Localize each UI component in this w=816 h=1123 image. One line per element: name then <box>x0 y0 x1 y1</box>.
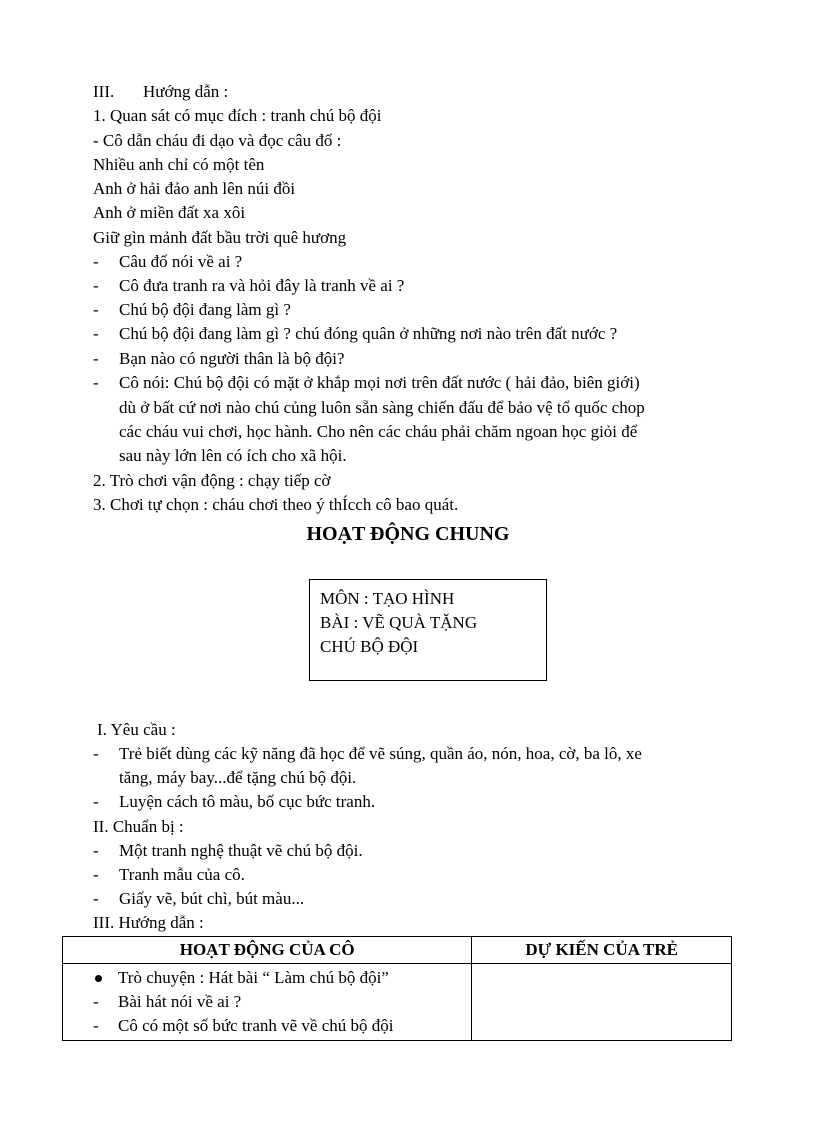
lesson-line-2: CHÚ BỘ ĐỘI <box>320 637 419 656</box>
question-item: Cô đưa tranh ra và hỏi đây là tranh về ai ? <box>119 276 405 295</box>
subject-box <box>309 579 547 681</box>
closing-paragraph-line: Cô nói: Chú bộ đội có mặt ở khắp mọi nơi trên đất nước ( hải đảo, biên giới) <box>119 373 640 392</box>
numbered-item-1: 1. Quan sát có mục đích : tranh chú bộ đội <box>93 106 382 125</box>
part1-title: I. Yêu cầu : <box>97 720 176 739</box>
dash-marker: - <box>93 992 99 1011</box>
dash-marker: - <box>93 841 99 860</box>
activity-line: Bài hát nói về ai ? <box>118 992 242 1011</box>
closing-paragraph-line: các cháu vui chơi, học hành. Cho nên các cháu phải chăm ngoan học giỏi để <box>119 422 638 441</box>
dash-marker: - <box>93 252 99 271</box>
question-item: Bạn nào có người thân là bộ đội? <box>119 349 345 368</box>
dash-marker: - <box>93 1016 99 1035</box>
lesson-line: BÀI : VẼ QUÀ TẶNG <box>320 613 478 632</box>
section-number: III. <box>93 82 115 101</box>
activity-heading: HOẠT ĐỘNG CHUNG <box>306 523 510 545</box>
riddle-line: Anh ở hải đảo anh lên núi đồi <box>93 179 296 198</box>
child-expectation-cell <box>472 964 732 1041</box>
riddle-line: Nhiều anh chỉ có một tên <box>93 155 265 174</box>
activity-line: Cô có một số bức tranh vẽ về chú bộ đội <box>118 1016 394 1035</box>
teacher-activity-cell <box>63 964 472 1041</box>
riddle-line: Giữ gìn mảnh đất bầu trời quê hương <box>93 228 347 247</box>
intro-line: - Cô dẫn cháu đi dạo và đọc câu đố : <box>93 131 342 150</box>
numbered-item-3: 3. Chơi tự chọn : cháu chơi theo ý thÍcch cô bao quát. <box>93 495 459 514</box>
question-item: Chú bộ đội đang làm gì ? chú đóng quân ở những nơi nào trên đất nước ? <box>119 324 618 343</box>
requirement-item: Trẻ biết dùng các kỹ năng đã học để vẽ súng, quần áo, nón, hoa, cờ, ba lô, xe <box>119 744 642 763</box>
child-expectation-header: DỰ KIẾN CỦA TRẺ <box>472 937 732 964</box>
closing-paragraph-line: dù ở bất cứ nơi nào chú củng luôn sẵn sàng chiến đấu để bảo vệ tổ quốc chop <box>119 398 645 417</box>
dash-marker: - <box>93 865 99 884</box>
requirement-item: Luyện cách tô màu, bố cục bức tranh. <box>119 792 376 811</box>
closing-paragraph-line: sau này lớn lên có ích cho xã hội. <box>119 446 347 465</box>
requirement-item-cont: tăng, máy bay...để tặng chú bộ đội. <box>119 768 357 787</box>
preparation-item: Tranh mẫu của cô. <box>119 865 245 884</box>
table-header-row <box>63 937 732 964</box>
dash-marker: - <box>93 349 99 368</box>
part2-title: II. Chuẩn bị : <box>93 817 184 836</box>
activity-table <box>62 936 732 1041</box>
preparation-item: Một tranh nghệ thuật vẽ chú bộ đội. <box>119 841 363 860</box>
bullet-icon <box>95 975 102 982</box>
dash-marker: - <box>93 300 99 319</box>
question-item: Câu đố nói về ai ? <box>119 252 243 271</box>
question-item: Chú bộ đội đang làm gì ? <box>119 300 291 319</box>
dash-marker: - <box>93 744 99 763</box>
table-row <box>63 964 732 1041</box>
dash-marker: - <box>93 276 99 295</box>
section-title: Hướng dẫn : <box>143 82 229 101</box>
preparation-item: Giấy vẽ, bút chì, bút màu... <box>119 889 305 908</box>
dash-marker: - <box>93 324 99 343</box>
teacher-activity-header: HOẠT ĐỘNG CỦA CÔ <box>63 937 472 964</box>
riddle-line: Anh ở miền đất xa xôi <box>93 203 246 222</box>
part3-title: III. Hướng dẫn : <box>93 913 204 932</box>
activity-line: Trò chuyện : Hát bài “ Làm chú bộ đội” <box>118 968 389 987</box>
dash-marker: - <box>93 889 99 908</box>
dash-marker: - <box>93 373 99 392</box>
dash-marker: - <box>93 792 99 811</box>
subject-line: MÔN : TẠO HÌNH <box>320 589 455 608</box>
numbered-item-2: 2. Trò chơi vận động : chạy tiếp cờ <box>93 471 331 490</box>
